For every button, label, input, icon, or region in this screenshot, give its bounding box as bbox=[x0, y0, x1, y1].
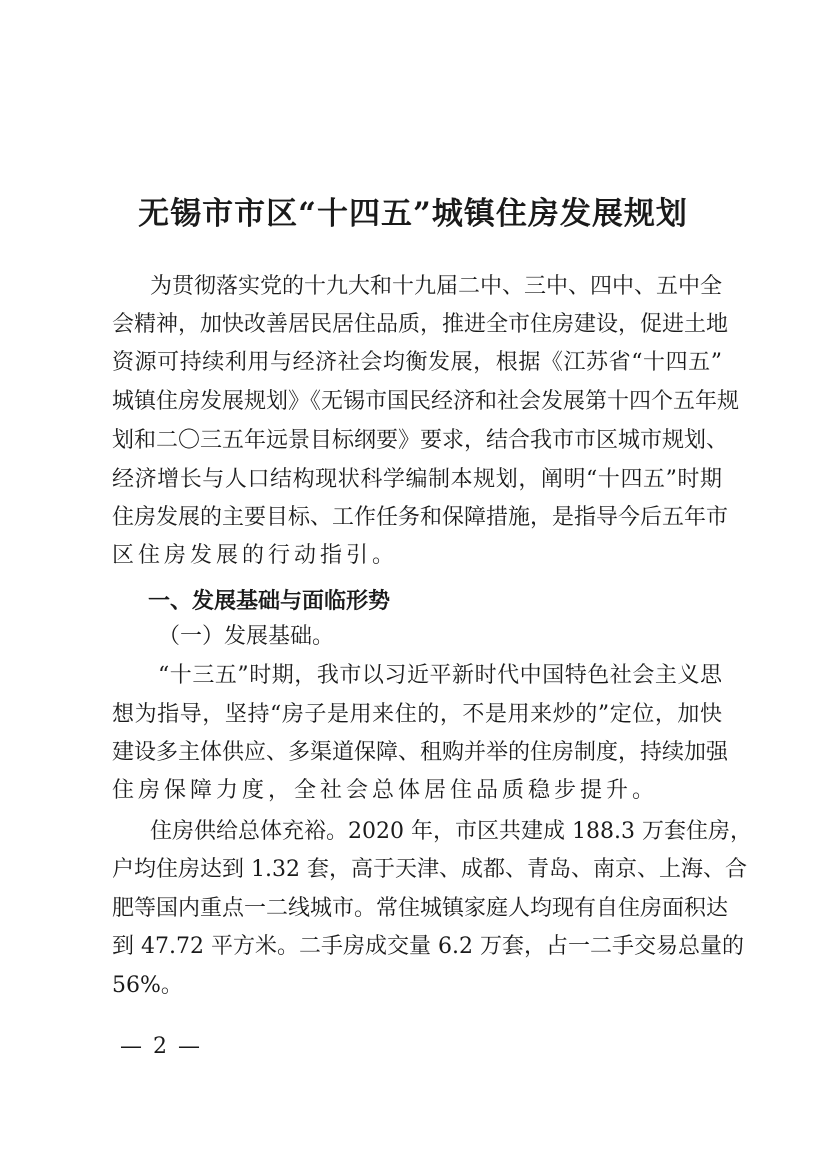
text-line: 为贯彻落实党的十九大和十九届二中、三中、四中、五中全 bbox=[150, 274, 723, 299]
text-line: 划和二〇三五年远景目标纲要》要求，结合我市市区城市规划、 bbox=[112, 428, 729, 453]
text-line: 城镇住房发展规划》《无锡市国民经济和社会发展第十四个五年规 bbox=[112, 389, 740, 414]
text-line: 户均住房达到 1.32 套，高于天津、成都、青岛、南京、上海、合 bbox=[112, 857, 747, 882]
page-number: — 2 — bbox=[120, 1034, 202, 1059]
text-line: 建设多主体供应、多渠道保障、租购并举的住房制度，持续加强 bbox=[112, 740, 729, 765]
text-line: 想为指导，坚持“房子是用来住的，不是用来炒的”定位，加快 bbox=[112, 702, 722, 727]
text-line: 住房保障力度，全社会总体居住品质稳步提升。 bbox=[112, 778, 659, 803]
text-line: 经济增长与人口结构现状科学编制本规划，阐明“十四五”时期 bbox=[112, 467, 722, 492]
subsection-heading: （一）发展基础。 bbox=[158, 624, 335, 649]
text-line: 到 47.72 平方米。二手房成交量 6.2 万套，占一二手交易总量的 bbox=[112, 934, 744, 959]
section-heading: 一、发展基础与面临形势 bbox=[148, 589, 391, 614]
text-line: 56%。 bbox=[112, 973, 183, 998]
text-line: 住房供给总体充裕。2020 年，市区共建成 188.3 万套住房， bbox=[150, 819, 752, 844]
text-line: 住房发展的主要目标、工作任务和保障措施，是指导今后五年市 bbox=[112, 505, 729, 530]
text-line: 资源可持续利用与经济社会均衡发展，根据《江苏省“十四五” bbox=[112, 350, 722, 375]
document-title: 无锡市市区“十四五”城镇住房发展规划 bbox=[138, 196, 688, 232]
text-line: 肥等国内重点一二线城市。常住城镇家庭人均现有自住房面积达 bbox=[112, 896, 729, 921]
text-line: 会精神，加快改善居民居住品质，推进全市住房建设，促进土地 bbox=[112, 312, 729, 337]
text-line: “十三五”时期，我市以习近平新时代中国特色社会主义思 bbox=[158, 663, 722, 688]
text-line: 区住房发展的行动指引。 bbox=[112, 543, 399, 568]
